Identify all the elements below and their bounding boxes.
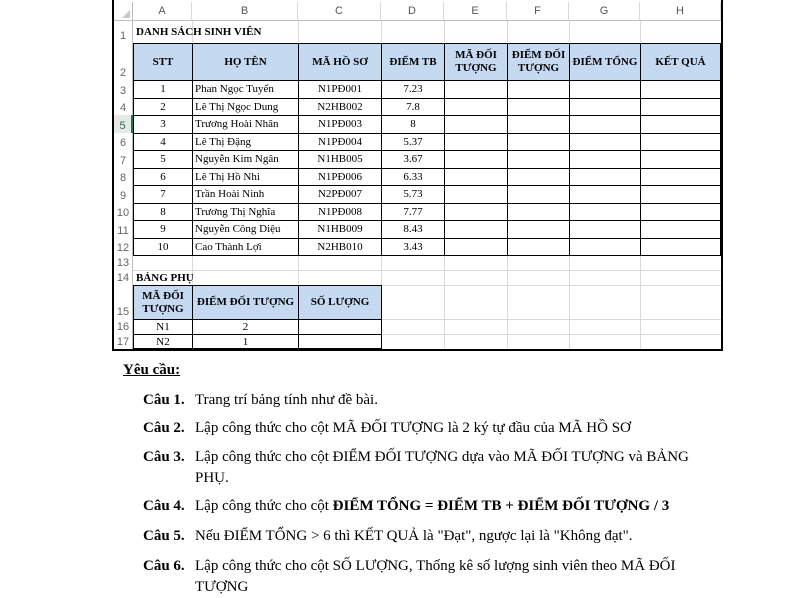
aux-header-ma-doi-tuong[interactable]: MÃ ĐỐI TƯỢNG [133, 285, 193, 320]
cell-stt[interactable]: 5 [133, 150, 193, 169]
cell-ket-qua[interactable] [640, 80, 721, 99]
cell-diem-tong[interactable] [569, 80, 641, 99]
cell-ket-qua[interactable] [640, 115, 721, 134]
cell-diem-doi-tuong[interactable] [507, 133, 570, 152]
cell-diem-tb[interactable]: 7.23 [381, 80, 445, 99]
cell-diem-tong[interactable] [569, 98, 641, 117]
aux-header-so-luong[interactable]: SỐ LƯỢNG [298, 285, 382, 320]
cell-ma-doi-tuong[interactable] [444, 203, 508, 222]
header-stt[interactable]: STT [133, 43, 193, 81]
question-4 [143, 496, 733, 517]
cell-ma-ho-so[interactable]: N1HB009 [298, 220, 382, 239]
cell-diem-doi-tuong[interactable] [507, 238, 570, 257]
sheet-title[interactable]: DANH SÁCH SINH VIÊN [136, 26, 262, 38]
cell-ho-ten[interactable]: Trần Hoài Ninh [192, 185, 299, 204]
cell-ma-doi-tuong[interactable] [444, 220, 508, 239]
cell-ma-doi-tuong[interactable] [444, 98, 508, 117]
cell-diem-tb[interactable]: 5.73 [381, 185, 445, 204]
cell-ma-ho-so[interactable]: N2PĐ007 [298, 185, 382, 204]
row-header-1[interactable]: 1 [114, 21, 133, 43]
cell-ma-ho-so[interactable]: N1PĐ004 [298, 133, 382, 152]
question-label: Câu 5. [143, 528, 185, 544]
spreadsheet [112, 0, 723, 351]
cell-diem-tb[interactable]: 8.43 [381, 220, 445, 239]
cell-diem-tong[interactable] [569, 185, 641, 204]
cell-ket-qua[interactable] [640, 220, 721, 239]
aux-cell-ma-doi-tuong[interactable]: N2 [133, 334, 193, 349]
cell-diem-doi-tuong[interactable] [507, 150, 570, 169]
cell-ma-doi-tuong[interactable] [444, 150, 508, 169]
question-text: Lập công thức cho cột [195, 498, 333, 514]
cell-diem-tong[interactable] [569, 238, 641, 257]
header-ho-ten[interactable]: HỌ TÊN [192, 43, 299, 81]
cell-diem-tb[interactable]: 7.77 [381, 203, 445, 222]
row-header-17[interactable]: 17 [114, 334, 133, 349]
header-diem-tb[interactable]: ĐIỂM TB [381, 43, 445, 81]
cell-ho-ten[interactable]: Nguyễn Kim Ngân [192, 150, 299, 169]
cell-diem-tong[interactable] [569, 220, 641, 239]
cell-diem-tong[interactable] [569, 203, 641, 222]
cell-stt[interactable]: 8 [133, 203, 193, 222]
cell-ket-qua[interactable] [640, 98, 721, 117]
question-label: Câu 3. [143, 449, 185, 465]
row-header-16[interactable]: 16 [114, 319, 133, 334]
column-header-c[interactable]: C [298, 2, 381, 21]
row-header-15[interactable]: 15 [114, 285, 133, 319]
aux-cell-diem-doi-tuong[interactable]: 1 [192, 334, 299, 349]
question-label: Câu 6. [143, 558, 185, 574]
question-text: Lập công thức cho cột ĐIỂM ĐỐI TƯỢNG dựa vào MÃ ĐỐI TƯỢNG và BẢNG [195, 449, 689, 465]
column-header-e[interactable]: E [444, 2, 507, 21]
aux-header-diem-doi-tuong[interactable]: ĐIỂM ĐỐI TƯỢNG [192, 285, 299, 320]
aux-cell-ma-doi-tuong[interactable]: N1 [133, 319, 193, 335]
question-label: Câu 1. [143, 392, 185, 408]
row-header-9[interactable]: 9 [114, 185, 133, 203]
cell-diem-tb[interactable]: 3.43 [381, 238, 445, 257]
question-label: Câu 2. [143, 420, 185, 436]
question-formula: ĐIỂM TỔNG = ĐIỂM TB + ĐIỂM ĐỐI TƯỢNG / 3 [332, 498, 670, 514]
cell-stt[interactable]: 2 [133, 98, 193, 117]
cell-diem-doi-tuong[interactable] [507, 220, 570, 239]
question-1 [143, 390, 733, 411]
cell-ma-ho-so[interactable]: N1PĐ001 [298, 80, 382, 99]
cell-diem-doi-tuong[interactable] [507, 168, 570, 187]
column-header-f[interactable]: F [507, 2, 569, 21]
aux-cell-so-luong[interactable] [298, 334, 382, 349]
cell-ma-doi-tuong[interactable] [444, 185, 508, 204]
cell-ho-ten[interactable]: Lê Thị Đặng [192, 133, 299, 152]
cell-diem-tong[interactable] [569, 150, 641, 169]
cell-diem-doi-tuong[interactable] [507, 80, 570, 99]
cell-diem-doi-tuong[interactable] [507, 98, 570, 117]
cell-diem-tb[interactable]: 3.67 [381, 150, 445, 169]
row-header-5[interactable]: 5 [114, 115, 133, 133]
column-header-d[interactable]: D [381, 2, 444, 21]
cell-ket-qua[interactable] [640, 238, 721, 257]
cell-diem-doi-tuong[interactable] [507, 185, 570, 204]
row-header-3[interactable]: 3 [114, 80, 133, 98]
cell-ket-qua[interactable] [640, 133, 721, 152]
cell-stt[interactable]: 10 [133, 238, 193, 257]
question-text-continued: PHỤ. [195, 470, 229, 486]
cell-ma-ho-so[interactable]: N2HB010 [298, 238, 382, 257]
cell-ho-ten[interactable]: Lê Thị Hồ Nhi [192, 168, 299, 187]
column-header-g[interactable]: G [569, 2, 640, 21]
cell-ma-ho-so[interactable]: N1PĐ008 [298, 203, 382, 222]
cell-ma-doi-tuong[interactable] [444, 238, 508, 257]
header-diem-doi-tuong[interactable]: ĐIỂM ĐỐI TƯỢNG [507, 43, 570, 81]
question-text: Lập công thức cho cột MÃ ĐỐI TƯỢNG là 2 ký tự đầu của MÃ HỒ SƠ [195, 420, 631, 436]
question-text-continued: TƯỢNG [195, 579, 249, 595]
row-header-12[interactable]: 12 [114, 238, 133, 256]
question-label: Câu 4. [143, 498, 185, 514]
cell-ho-ten[interactable]: Trương Thị Nghĩa [192, 203, 299, 222]
cell-ho-ten[interactable]: Cao Thành Lợi [192, 238, 299, 257]
row-header-4[interactable]: 4 [114, 98, 133, 116]
row-header-13[interactable]: 13 [114, 255, 133, 270]
cell-stt[interactable]: 9 [133, 220, 193, 239]
cell-stt[interactable]: 7 [133, 185, 193, 204]
cell-diem-tong[interactable] [569, 168, 641, 187]
cell-diem-tb[interactable]: 8 [381, 115, 445, 134]
cell-ma-doi-tuong[interactable] [444, 168, 508, 187]
row-header-11[interactable]: 11 [114, 220, 133, 238]
header-ket-qua[interactable]: KẾT QUẢ [640, 43, 721, 81]
requirements-title: Yêu cầu: [123, 362, 181, 378]
question-2 [143, 418, 733, 439]
row-header-2[interactable]: 2 [114, 43, 133, 80]
column-header-h[interactable]: H [640, 2, 721, 21]
cell-stt[interactable]: 4 [133, 133, 193, 152]
cell-ho-ten[interactable]: Phan Ngọc Tuyển [192, 80, 299, 99]
cell-stt[interactable]: 3 [133, 115, 193, 134]
row-header-6[interactable]: 6 [114, 133, 133, 151]
row-header-14[interactable]: 14 [114, 270, 133, 285]
cell-ma-ho-so[interactable]: N1PĐ006 [298, 168, 382, 187]
cell-ma-doi-tuong[interactable] [444, 115, 508, 134]
header-ma-doi-tuong[interactable]: MÃ ĐỐI TƯỢNG [444, 43, 508, 81]
cell-diem-tong[interactable] [569, 115, 641, 134]
row-header-10[interactable]: 10 [114, 203, 133, 221]
column-header-a[interactable]: A [133, 2, 192, 21]
cell-ket-qua[interactable] [640, 185, 721, 204]
question-text: Lập công thức cho cột SỐ LƯỢNG, Thống kê số lượng sinh viên theo MÃ ĐỐI [195, 558, 676, 574]
cell-ket-qua[interactable] [640, 150, 721, 169]
cell-diem-tb[interactable]: 7.8 [381, 98, 445, 117]
cell-ma-ho-so[interactable]: N1HB005 [298, 150, 382, 169]
cell-stt[interactable]: 6 [133, 168, 193, 187]
aux-table-title[interactable]: BẢNG PHỤ [136, 271, 194, 284]
cell-ma-ho-so[interactable]: N1PĐ003 [298, 115, 382, 134]
cell-ma-doi-tuong[interactable] [444, 80, 508, 99]
column-header-b[interactable]: B [192, 2, 298, 21]
header-diem-tong[interactable]: ĐIỂM TỔNG [569, 43, 641, 81]
cell-diem-doi-tuong[interactable] [507, 115, 570, 134]
row-header-8[interactable]: 8 [114, 168, 133, 186]
cell-ket-qua[interactable] [640, 203, 721, 222]
cell-ket-qua[interactable] [640, 168, 721, 187]
cell-diem-tb[interactable]: 5.37 [381, 133, 445, 152]
aux-cell-so-luong[interactable] [298, 319, 382, 335]
cell-ho-ten[interactable]: Trương Hoài Nhân [192, 115, 299, 134]
question-6 [143, 556, 733, 598]
header-ma-ho-so[interactable]: MÃ HỒ SƠ [298, 43, 382, 81]
cell-diem-tb[interactable]: 6.33 [381, 168, 445, 187]
cell-diem-doi-tuong[interactable] [507, 203, 570, 222]
select-all-corner[interactable] [114, 2, 133, 21]
question-3 [143, 447, 733, 489]
question-text: Nếu ĐIỂM TỔNG > 6 thì KẾT QUẢ là "Đạt", ngược lại là "Không đạt". [195, 528, 633, 544]
question-5 [143, 526, 733, 547]
cell-diem-tong[interactable] [569, 133, 641, 152]
aux-cell-diem-doi-tuong[interactable]: 2 [192, 319, 299, 335]
cell-ho-ten[interactable]: Lê Thị Ngọc Dung [192, 98, 299, 117]
cell-ma-ho-so[interactable]: N2HB002 [298, 98, 382, 117]
row-header-7[interactable]: 7 [114, 150, 133, 168]
cell-stt[interactable]: 1 [133, 80, 193, 99]
question-text: Trang trí bảng tính như đề bài. [195, 392, 378, 408]
cell-ma-doi-tuong[interactable] [444, 133, 508, 152]
cell-ho-ten[interactable]: Nguyễn Công Diệu [192, 220, 299, 239]
